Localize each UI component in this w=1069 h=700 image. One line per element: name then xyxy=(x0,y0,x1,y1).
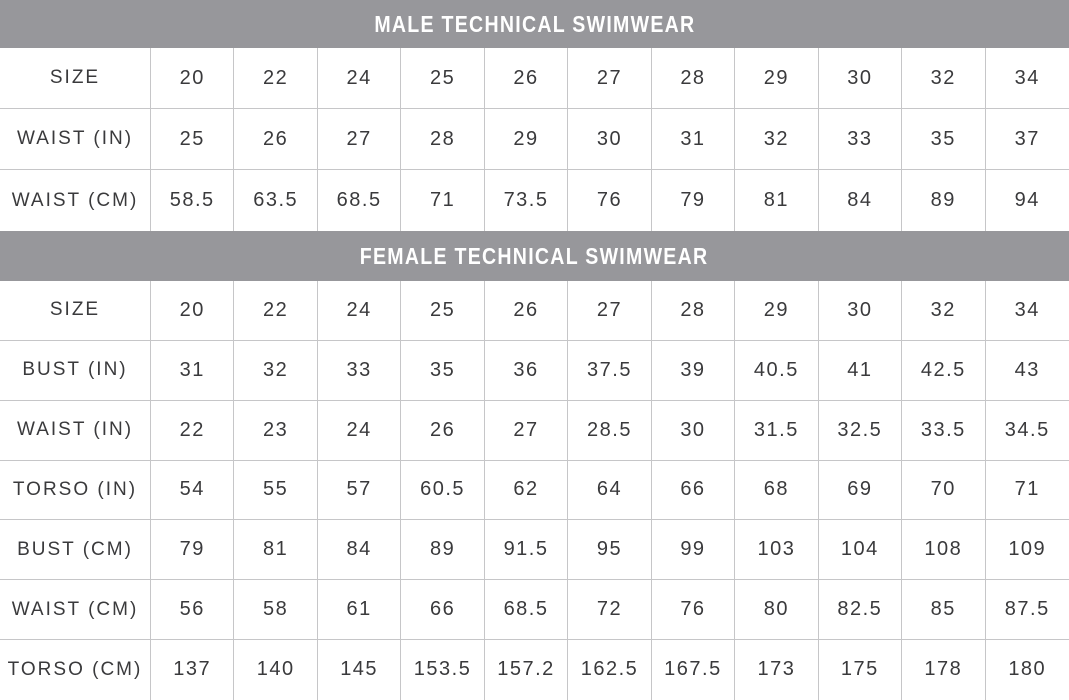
value-cell: 29 xyxy=(735,281,818,341)
value-cell: 175 xyxy=(819,640,902,700)
value-cell: 84 xyxy=(819,170,902,231)
value-cell: 35 xyxy=(902,109,985,170)
value-cell: 34 xyxy=(986,48,1069,109)
value-cell: 76 xyxy=(652,580,735,640)
row-label-cell: WAIST (CM) xyxy=(0,580,151,640)
value-cell: 29 xyxy=(735,48,818,109)
value-cell: 145 xyxy=(318,640,401,700)
value-cell: 20 xyxy=(151,281,234,341)
value-cell: 82.5 xyxy=(819,580,902,640)
value-cell: 153.5 xyxy=(401,640,484,700)
value-cell: 79 xyxy=(151,520,234,580)
value-cell: 39 xyxy=(652,341,735,401)
value-cell: 42.5 xyxy=(902,341,985,401)
section-title-band xyxy=(0,0,1069,48)
value-cell: 27 xyxy=(568,48,651,109)
value-cell: 61 xyxy=(318,580,401,640)
value-cell: 57 xyxy=(318,461,401,521)
value-cell: 40.5 xyxy=(735,341,818,401)
value-cell: 43 xyxy=(986,341,1069,401)
row-label-cell: SIZE xyxy=(0,281,151,341)
value-cell: 99 xyxy=(652,520,735,580)
value-cell: 87.5 xyxy=(986,580,1069,640)
value-cell: 109 xyxy=(986,520,1069,580)
value-cell: 63.5 xyxy=(234,170,317,231)
value-cell: 25 xyxy=(401,281,484,341)
value-cell: 28 xyxy=(652,48,735,109)
value-cell: 71 xyxy=(986,461,1069,521)
value-cell: 62 xyxy=(485,461,568,521)
value-cell: 71 xyxy=(401,170,484,231)
row-label-cell: WAIST (IN) xyxy=(0,109,151,170)
value-cell: 22 xyxy=(234,48,317,109)
value-cell: 180 xyxy=(986,640,1069,700)
value-cell: 34 xyxy=(986,281,1069,341)
value-cell: 70 xyxy=(902,461,985,521)
value-cell: 37.5 xyxy=(568,341,651,401)
value-cell: 64 xyxy=(568,461,651,521)
value-cell: 68.5 xyxy=(318,170,401,231)
value-cell: 27 xyxy=(485,401,568,461)
value-cell: 68.5 xyxy=(485,580,568,640)
value-cell: 140 xyxy=(234,640,317,700)
value-cell: 26 xyxy=(485,48,568,109)
value-cell: 20 xyxy=(151,48,234,109)
value-cell: 56 xyxy=(151,580,234,640)
value-cell: 30 xyxy=(819,281,902,341)
row-label-cell: TORSO (CM) xyxy=(0,640,151,700)
value-cell: 30 xyxy=(568,109,651,170)
value-cell: 167.5 xyxy=(652,640,735,700)
value-cell: 22 xyxy=(234,281,317,341)
value-cell: 24 xyxy=(318,48,401,109)
value-cell: 33 xyxy=(819,109,902,170)
value-cell: 94 xyxy=(986,170,1069,231)
value-cell: 58 xyxy=(234,580,317,640)
value-cell: 157.2 xyxy=(485,640,568,700)
value-cell: 104 xyxy=(819,520,902,580)
value-cell: 81 xyxy=(234,520,317,580)
value-cell: 95 xyxy=(568,520,651,580)
value-cell: 60.5 xyxy=(401,461,484,521)
value-cell: 32 xyxy=(902,281,985,341)
value-cell: 32 xyxy=(234,341,317,401)
value-cell: 28 xyxy=(401,109,484,170)
section-title-band xyxy=(0,231,1069,281)
value-cell: 54 xyxy=(151,461,234,521)
value-cell: 31.5 xyxy=(735,401,818,461)
value-cell: 26 xyxy=(485,281,568,341)
value-cell: 24 xyxy=(318,401,401,461)
value-cell: 33 xyxy=(318,341,401,401)
value-cell: 108 xyxy=(902,520,985,580)
value-cell: 85 xyxy=(902,580,985,640)
value-cell: 76 xyxy=(568,170,651,231)
value-cell: 29 xyxy=(485,109,568,170)
value-cell: 25 xyxy=(401,48,484,109)
value-cell: 178 xyxy=(902,640,985,700)
value-cell: 25 xyxy=(151,109,234,170)
size-table xyxy=(0,48,1069,231)
row-label-cell: BUST (IN) xyxy=(0,341,151,401)
value-cell: 36 xyxy=(485,341,568,401)
value-cell: 103 xyxy=(735,520,818,580)
value-cell: 84 xyxy=(318,520,401,580)
value-cell: 73.5 xyxy=(485,170,568,231)
value-cell: 27 xyxy=(318,109,401,170)
row-label-cell: WAIST (IN) xyxy=(0,401,151,461)
value-cell: 30 xyxy=(652,401,735,461)
value-cell: 34.5 xyxy=(986,401,1069,461)
value-cell: 55 xyxy=(234,461,317,521)
section-title: FEMALE TECHNICAL SWIMWEAR xyxy=(360,242,709,269)
value-cell: 72 xyxy=(568,580,651,640)
value-cell: 24 xyxy=(318,281,401,341)
value-cell: 28.5 xyxy=(568,401,651,461)
value-cell: 80 xyxy=(735,580,818,640)
value-cell: 137 xyxy=(151,640,234,700)
value-cell: 23 xyxy=(234,401,317,461)
value-cell: 58.5 xyxy=(151,170,234,231)
section-title: MALE TECHNICAL SWIMWEAR xyxy=(373,10,696,37)
value-cell: 26 xyxy=(401,401,484,461)
value-cell: 32 xyxy=(902,48,985,109)
value-cell: 27 xyxy=(568,281,651,341)
value-cell: 33.5 xyxy=(902,401,985,461)
value-cell: 162.5 xyxy=(568,640,651,700)
value-cell: 28 xyxy=(652,281,735,341)
value-cell: 22 xyxy=(151,401,234,461)
value-cell: 41 xyxy=(819,341,902,401)
value-cell: 89 xyxy=(902,170,985,231)
value-cell: 68 xyxy=(735,461,818,521)
row-label-cell: WAIST (CM) xyxy=(0,170,151,231)
value-cell: 79 xyxy=(652,170,735,231)
value-cell: 35 xyxy=(401,341,484,401)
value-cell: 69 xyxy=(819,461,902,521)
value-cell: 31 xyxy=(151,341,234,401)
value-cell: 66 xyxy=(652,461,735,521)
value-cell: 81 xyxy=(735,170,818,231)
size-table xyxy=(0,281,1069,700)
row-label-cell: TORSO (IN) xyxy=(0,461,151,521)
value-cell: 173 xyxy=(735,640,818,700)
value-cell: 26 xyxy=(234,109,317,170)
value-cell: 66 xyxy=(401,580,484,640)
value-cell: 30 xyxy=(819,48,902,109)
value-cell: 89 xyxy=(401,520,484,580)
row-label-cell: BUST (CM) xyxy=(0,520,151,580)
value-cell: 32 xyxy=(735,109,818,170)
value-cell: 31 xyxy=(652,109,735,170)
value-cell: 37 xyxy=(986,109,1069,170)
value-cell: 91.5 xyxy=(485,520,568,580)
row-label-cell: SIZE xyxy=(0,48,151,109)
value-cell: 32.5 xyxy=(819,401,902,461)
